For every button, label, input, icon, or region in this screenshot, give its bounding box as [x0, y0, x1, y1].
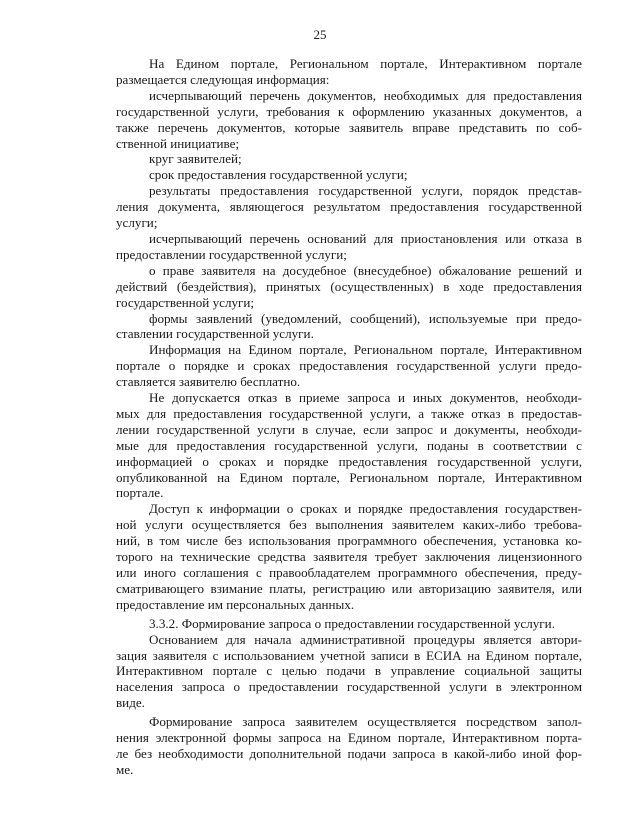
- text-line: зация заявителя с использованием учетной записи в ЕСИА на Едином портале,: [116, 647, 582, 663]
- text-line: срок предоставления государственной услуги;: [149, 167, 408, 183]
- text-line: лении государственной услуги в случае, если запрос и документы, необходи-: [116, 421, 582, 437]
- document-body: [116, 56, 582, 778]
- text-line: государственной услуги, требования к оформлению указанных документов, а: [116, 103, 582, 119]
- text-line: Интерактивном портале с целью подачи в управление социальной защиты: [116, 663, 582, 679]
- text-line: Формирование запроса заявителем осуществляется посредством запол-: [149, 714, 582, 730]
- text-line: Доступ к информации о сроках и порядке предоставления государствен-: [149, 501, 582, 517]
- text-line: ственной инициативе;: [116, 135, 240, 151]
- text-line: круг заявителей;: [149, 151, 242, 167]
- text-line: государственной услуги;: [116, 294, 255, 310]
- text-line: мые для предоставления государственной услуги, поданы в соответствии с: [116, 437, 582, 453]
- text-line: торого на технические средства заявителя требует заключения лицензионного: [116, 549, 582, 565]
- text-line: информацией о сроках и порядке предоставления государственной услуги,: [116, 453, 582, 469]
- text-line: сматривающего взимание платы, регистрацию или авторизацию заявителя, или: [116, 580, 582, 596]
- text-line: населения запроса о предоставлении государственной услуги в электронном: [116, 679, 582, 695]
- text-line: предоставление им персональных данных.: [116, 596, 355, 612]
- text-line: портале.: [116, 485, 164, 501]
- text-line: исчерпывающий перечень оснований для приостановления или отказа в: [149, 230, 582, 246]
- text-line: ме.: [116, 761, 134, 777]
- text-line: ной услуги осуществляется без выполнения заявителем каких-либо требова-: [116, 517, 582, 533]
- text-line: Информация на Едином портале, Региональном портале, Интерактивном: [149, 342, 582, 358]
- text-line: ления документа, являющегося результатом предоставления государственной: [116, 199, 582, 215]
- text-line: действий (бездействия), принятых (осуществленных) в ходе предоставления: [116, 278, 582, 294]
- text-line: виде.: [116, 695, 145, 711]
- text-line: ставлении государственной услуги.: [116, 326, 314, 342]
- text-line: 3.3.2. Формирование запроса о предоставлении государственной услуги.: [149, 615, 555, 631]
- page-number: 25: [313, 27, 327, 42]
- text-line: формы заявлений (уведомлений, сообщений), используемые при предо-: [149, 310, 582, 326]
- text-line: услуги;: [116, 215, 158, 231]
- text-line: опубликованной на Едином портале, Региональном портале, Интерактивном: [116, 469, 582, 485]
- text-line: На Едином портале, Региональном портале, Интерактивном портале: [149, 56, 582, 71]
- text-line: о праве заявителя на досудебное (внесудебное) обжалование решений и: [149, 262, 582, 278]
- text-line: исчерпывающий перечень документов, необходимых для предоставления: [149, 87, 582, 103]
- text-line: ставляется заявителю бесплатно.: [116, 374, 301, 390]
- text-line: ле без необходимости дополнительной подачи запроса в какой-либо иной фор-: [116, 745, 582, 761]
- text-line: предоставлении государственной услуги;: [116, 246, 347, 262]
- text-line: Не допускается отказ в приеме запроса и иных документов, необходи-: [149, 390, 582, 406]
- text-line: или иного соглашения с правообладателем программного обеспечения, преду-: [116, 565, 582, 580]
- text-line: нения электронной формы запроса на Едином портале, Интерактивном порта-: [116, 730, 582, 746]
- text-line: портале о порядке и сроках предоставления государственной услуги предо-: [116, 358, 582, 374]
- text-line: Основанием для начала административной процедуры является автори-: [149, 631, 582, 647]
- text-line: мых для предоставления государственной услуги, а также отказ в предостав-: [116, 405, 582, 421]
- text-line: размещается следующая информация:: [116, 71, 330, 87]
- text-line: ний, в том числе без использования программного обеспечения, установка ко-: [116, 533, 582, 549]
- text-line: также перечень документов, которые заявитель вправе представить по соб-: [116, 119, 582, 135]
- text-line: результаты предоставления государственной услуги, порядок представ-: [149, 183, 582, 199]
